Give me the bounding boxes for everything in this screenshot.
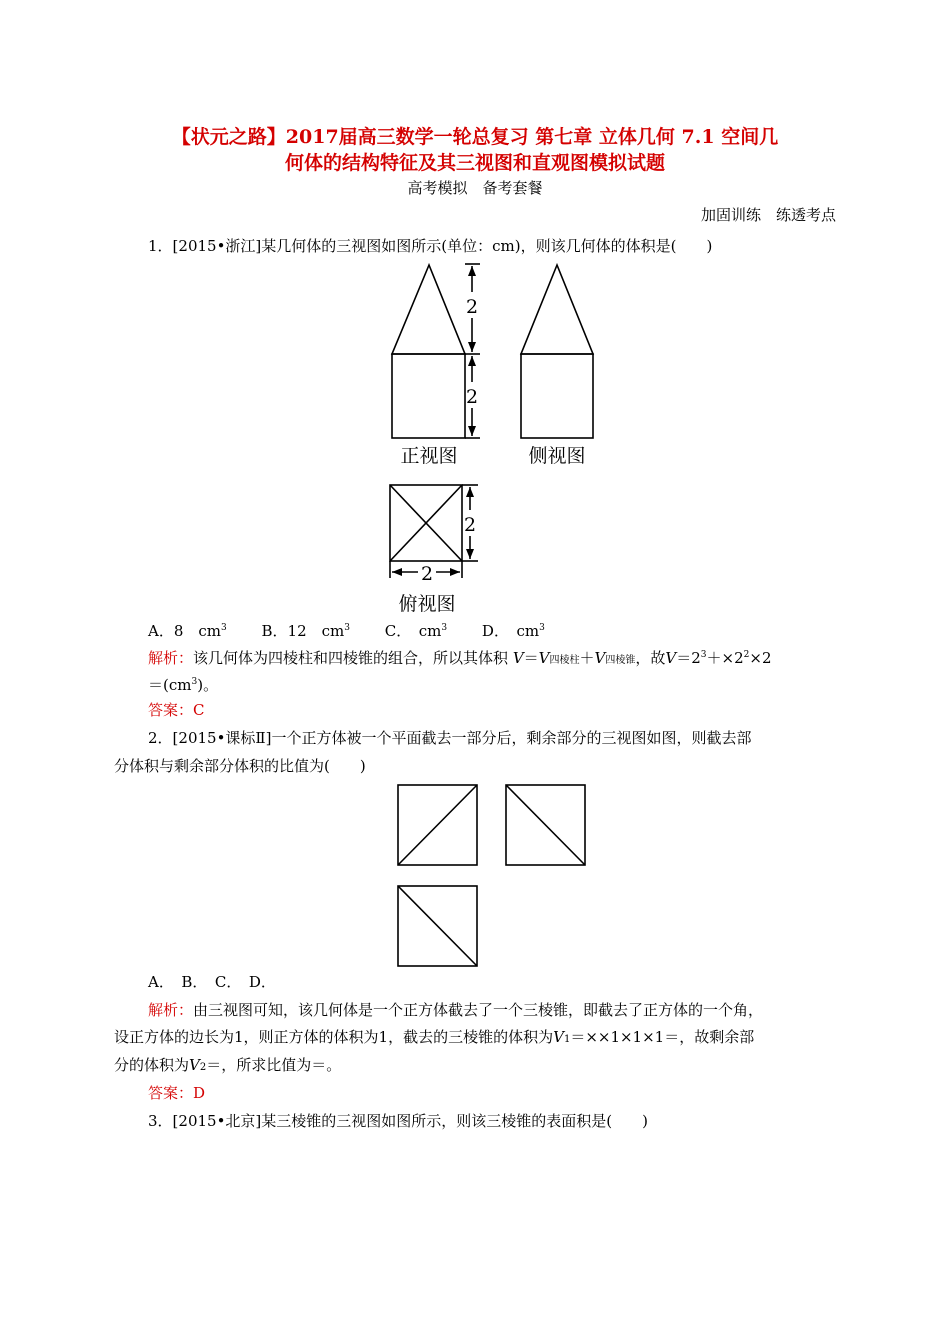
- side-view-square: [521, 354, 593, 438]
- q1-option-b: B．12 cm: [261, 622, 345, 640]
- document-title-line2: 何体的结构特征及其三视图和直观图模拟试题: [284, 152, 665, 174]
- q1-option-d: D． cm: [481, 622, 540, 640]
- q1-option-a: A．8 cm: [148, 622, 222, 640]
- front-view-square: [392, 354, 465, 438]
- q2-analysis-label: 解析：: [148, 1001, 194, 1019]
- front-view-label: 正视图: [400, 445, 458, 467]
- q1-stem: 1．[2015•浙江]某几何体的三视图如图所示(单位：cm)，则该几何体的体积是( ): [148, 237, 713, 255]
- q2-analysis-line2: 设正方体的边长为1，则正方体的体积为1，截去的三棱锥的体积为V1＝××1×1×1＝，故剩余部: [114, 1028, 755, 1046]
- dim-label-top: 2: [465, 296, 479, 318]
- side-view-triangle: [521, 265, 593, 354]
- q2-analysis-line3: 分的体积为V2＝，所求比值为＝。: [114, 1056, 342, 1074]
- q1-analysis-line2: $=(cm^3)$。: [148, 676, 219, 694]
- document-subtitle: 高考模拟 备考套餐: [407, 179, 543, 197]
- side-view-label: 侧视图: [528, 445, 586, 467]
- dim-label-bottom: 2: [420, 563, 434, 585]
- q2-three-view-figure: [398, 785, 585, 966]
- q1-answer: 答案：C: [148, 701, 205, 719]
- dim-label-right: 2: [463, 514, 477, 536]
- q1-options: A．8 $cm^3$ B．12 $cm^3$ C． $cm^3$ D． $cm^3$: [148, 622, 545, 640]
- q3-stem: 3．[2015•北京]某三棱锥的三视图如图所示，则该三棱锥的表面积是( ): [148, 1112, 648, 1130]
- q1-option-c: C． cm: [384, 622, 442, 640]
- q2-answer: 答案：D: [148, 1084, 206, 1102]
- section-label: 加固训练 练透考点: [700, 206, 836, 224]
- document-title-line1: 【状元之路】2017届高三数学一轮总复习 第七章 立体几何 7.1 空间几: [171, 126, 779, 148]
- q2-stem-line1: 2．[2015•课标Ⅱ]一个正方体被一个平面截去一部分后，剩余部分的三视图如图，则截去部: [148, 729, 752, 747]
- q2-options: A． B． C． D．: [148, 973, 276, 991]
- q1-analysis-label: 解析：: [148, 649, 194, 667]
- top-view-label: 俯视图: [398, 593, 456, 615]
- dim-label-mid: 2: [465, 386, 479, 408]
- q2-stem-line2: 分体积与剩余部分体积的比值为( ): [114, 757, 366, 775]
- q1-analysis-line1: 解析：该几何体为四棱柱和四棱锥的组合，所以其体积 V＝V四棱柱＋V四棱锥，故$V=2^3+\times 2^2\times 2$: [148, 649, 772, 667]
- front-view-triangle: [392, 265, 465, 354]
- q2-analysis-line1: 解析：由三视图可知，该几何体是一个正方体截去了一个三棱锥，即截去了正方体的一个角，: [148, 1001, 764, 1019]
